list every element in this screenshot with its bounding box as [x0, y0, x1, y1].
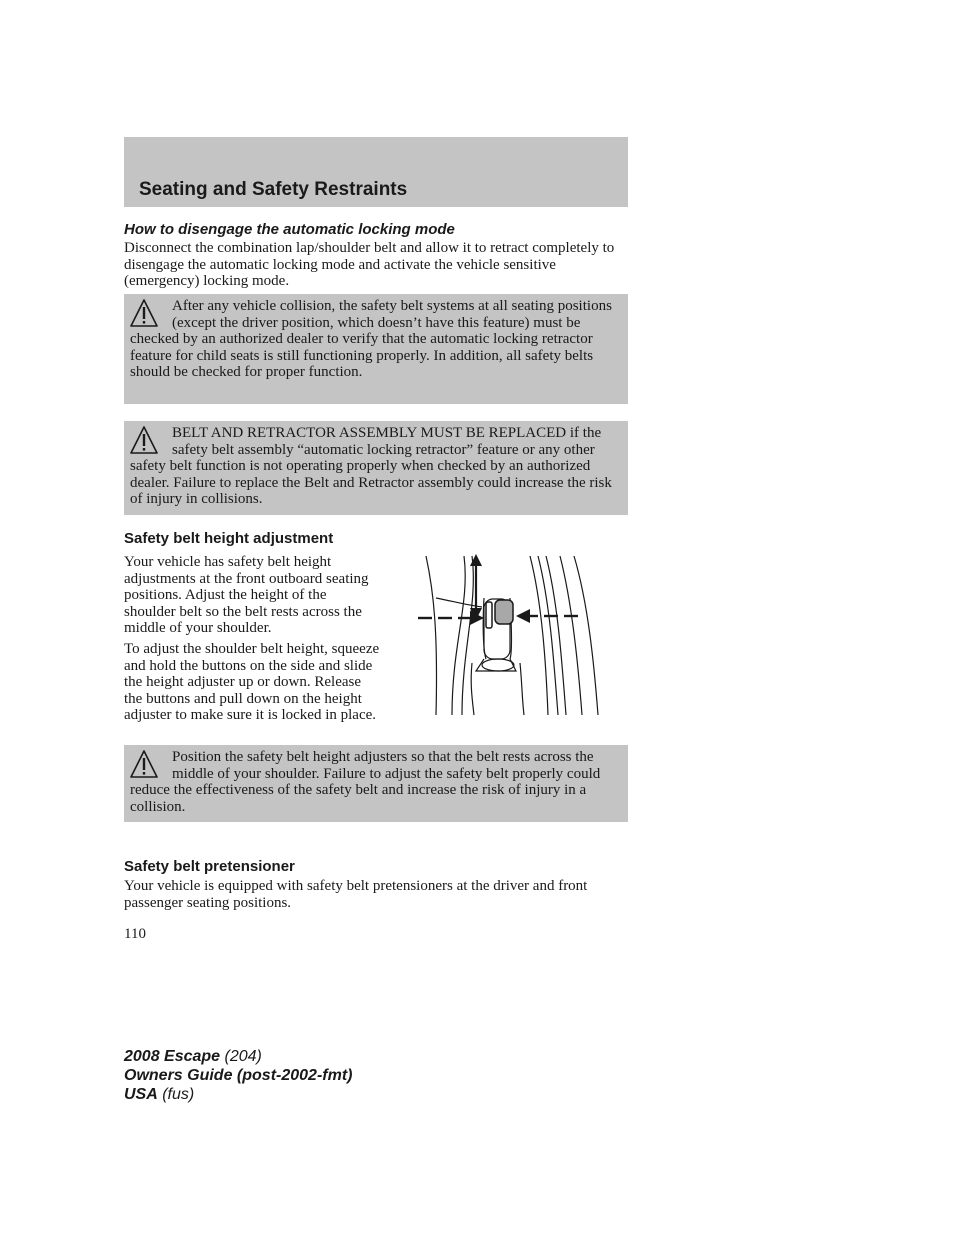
warning-triangle-icon [129, 296, 159, 330]
section-header-band [124, 137, 628, 207]
warning-box-replace [124, 421, 628, 515]
footer-model: 2008 Escape [124, 1048, 221, 1065]
footer-line-market [124, 1085, 352, 1104]
footer-market: USA [124, 1086, 158, 1103]
disengage-paragraph: Disconnect the combination lap/shoulder belt and allow it to retract completely to disengage the automatic locking mode and activate the vehicle sensitive (emergency) locking mode. [124, 240, 615, 289]
footer-line-model [124, 1047, 352, 1066]
height-paragraph-1: Your vehicle has safety belt height adjustments at the front outboard seating positions. Adjust the height of the shoulder belt so the belt rests across the middle of your shoulder. [124, 554, 369, 636]
disengage-heading: How to disengage the automatic locking mode [124, 221, 455, 238]
footer-market-code: (fus) [157, 1086, 195, 1103]
pretensioner-paragraph: Your vehicle is equipped with safety belt pretensioners at the driver and front passenger seating positions. [124, 878, 588, 911]
height-paragraph-2: To adjust the shoulder belt height, squeeze and hold the buttons on the side and slide the height adjuster up or down. Release the buttons and pull down on the height adjuster to make sure it is locked in place. [124, 641, 380, 723]
warning-triangle-icon [129, 423, 159, 457]
page-title: Seating and Safety Restraints [139, 179, 408, 200]
warning-triangle-icon [129, 747, 159, 781]
footer-guide: Owners Guide (post-2002-fmt) [124, 1067, 353, 1084]
footer-line-guide [124, 1066, 352, 1085]
page-number: 110 [124, 926, 146, 942]
footer-model-code: (204) [220, 1048, 262, 1065]
document-footer [124, 1047, 352, 1104]
belt-height-adjuster-illustration [412, 553, 608, 719]
warning-text-collision: After any vehicle collision, the safety belt systems at all seating positions (except the driver position, which doesn’t have this feature) must be checked by an authorized dealer to verify that the automatic locking retractor feature for child seats is still functioning properly. In addition, all safety belts should be checked for proper function. [130, 298, 612, 380]
warning-text-replace: BELT AND RETRACTOR ASSEMBLY MUST BE REPLACED if the safety belt assembly “automatic locking retractor” feature or any other safety belt function is not operating properly when checked by an authorized dealer. Failure to replace the Belt and Retractor assembly could increase the risk of injury in collisions. [130, 425, 612, 507]
warning-text-position: Position the safety belt height adjusters so that the belt rests across the middle of your shoulder. Failure to adjust the safety belt properly could reduce the effectiveness of the safety belt and increase the risk of injury in a collision. [130, 749, 601, 815]
height-adjustment-heading: Safety belt height adjustment [124, 530, 334, 547]
warning-box-position [124, 745, 628, 822]
pretensioner-heading: Safety belt pretensioner [124, 858, 295, 875]
warning-box-collision [124, 294, 628, 404]
